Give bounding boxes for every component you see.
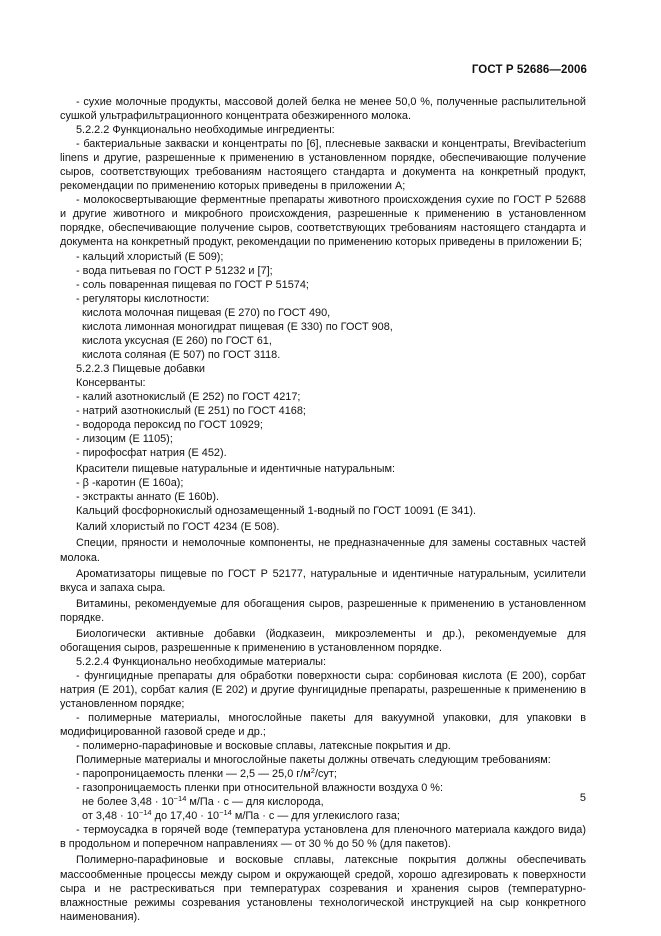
paragraph-coatings: Полимерно-парафиновые и восковые сплавы, латексные покрытия должны обеспечивать массообменные процессы между сыром и окружающей средой, хорошо адгезировать к поверхности сыра и не растрескиваться при температурах созревания и хранения сыров (температурно-влажностные режимы созревания установлены технологической инструкцией на сыр конкретного наименования). [60, 854, 586, 923]
list-item: - вода питьевая по ГОСТ Р 51232 и [7]; [76, 264, 273, 277]
paragraph-vitamins: Витамины, рекомендуемые для обогащения сыров, разрешенные к применению в установленном порядке. [60, 597, 586, 624]
paragraph-polymer-materials: - полимерные материалы, многослойные пакеты для вакуумной упаковки, для упаковки в модифицированной газовой среде и др.; [60, 712, 586, 739]
acid-item: кислота молочная пищевая (Е 270) по ГОСТ 490, [82, 306, 331, 319]
paragraph-dry-milk: - сухие молочные продукты, массовой долей белка не менее 50,0 %, полученные распылительной сушкой ультрафильтрационного концентрата обезжиренного молока. [60, 96, 586, 123]
paragraph-fungicides: - фунгицидные препараты для обработки поверхности сыра: сорбиновая кислота (Е 200), сорбат натрия (Е 201), сорбат калия (Е 202) и другие фунгицидные препараты, разрешенные к применению в установленном порядке; [60, 669, 586, 710]
document-header: ГОСТ Р 52686—2006 [471, 64, 587, 76]
preservatives-heading: Консерванты: [76, 376, 146, 389]
acid-item: кислота уксусная (Е 260) по ГОСТ 61, [82, 334, 272, 347]
paragraph-enzymes: - молокосвертывающие ферментные препараты животного происхождения сухие по ГОСТ Р 52688 и другие животного и микробного происхождения, разрешенные к применению в установленном порядке, обеспечивающие получение сыров, соответствующих требованиям настоящего стандарта и документа на конкретный продукт, рекомендации по применению которых приведены в приложении Б; [60, 194, 586, 249]
dyes-heading: Красители пищевые натуральные и идентичные натуральным: [76, 463, 395, 476]
list-item: - кальций хлористый (Е 509); [76, 250, 224, 263]
co2-limit: от $3,48 \cdot 10^{-14}$ до $17,40 \cdot 10^{-14}$ м/Па · с — для углекислого газа; [82, 808, 400, 823]
paragraph-potassium-chloride: Калий хлористый по ГОСТ 4234 (Е 508). [76, 521, 280, 534]
page-body [60, 95, 586, 924]
paragraph-calcium-phosphate: Кальций фосфорнокислый однозамещенный 1-водный по ГОСТ 10091 (Е 341). [76, 505, 477, 518]
list-item: - пирофосфат натрия (Е 452). [76, 447, 227, 460]
paragraph-heat-shrink: - термоусадка в горячей воде (температура установлена для пленочного материала каждого вида) в продольном и поперечном направлениях — от 30 % до 50 % (для пакетов). [60, 824, 586, 851]
list-item: - соль поваренная пищевая по ГОСТ Р 51574; [76, 278, 309, 291]
requirements-intro: Полимерные материалы и многослойные пакеты должны отвечать следующим требованиям: [76, 754, 551, 767]
list-item: - полимерно-парафиновые и восковые сплавы, латексные покрытия и др. [76, 740, 451, 753]
list-item: - водорода пероксид по ГОСТ 10929; [76, 419, 263, 432]
gas-permeability: - газопроницаемость пленки при относительной влажности воздуха 0 %: [76, 782, 444, 795]
acid-item: кислота соляная (Е 507) по ГОСТ 3118. [82, 348, 281, 361]
list-item: - калий азотнокислый (Е 252) по ГОСТ 4217; [76, 390, 301, 403]
paragraph-spices: Специи, пряности и немолочные компоненты, не предназначенные для замены составных частей молока. [60, 537, 586, 564]
list-item: - регуляторы кислотности: [76, 292, 210, 305]
section-5-2-2-2-heading: 5.2.2.2 Функционально необходимые ингредиенты: [76, 124, 335, 137]
list-item: - лизоцим (Е 1105); [76, 433, 173, 446]
paragraph-flavourings: Ароматизаторы пищевые по ГОСТ Р 52177, натуральные и идентичные натуральным, усилители вкуса и запаха сыра. [60, 567, 586, 594]
vapour-permeability: - паропроницаемость пленки — 2,5 — 25,0 $г/м^2$/сут; [76, 766, 337, 781]
paragraph-bioactive: Биологически активные добавки (йодказеин, микроэлементы и др.), рекомендуемые для обогащения сыров, разрешенные к применению в установленном порядке. [60, 627, 586, 654]
list-item: - экстракты аннато (Е 160b). [76, 491, 220, 504]
section-5-2-2-3-heading: 5.2.2.3 Пищевые добавки [76, 362, 205, 375]
paragraph-starters: - бактериальные закваски и концентраты по [6], плесневые закваски и концентраты, Brevibacterium linens и другие, разрешенные к применению в установленном порядке, обеспечивающие получение сыров, соответствующих требованиям настоящего стандарта и документа на конкретный продукт, рекомендации по применению которых приведены в приложении А; [60, 138, 586, 193]
list-item: - натрий азотнокислый (Е 251) по ГОСТ 4168; [76, 405, 306, 418]
section-5-2-2-4-heading: 5.2.2.4 Функционально необходимые материалы: [76, 655, 327, 668]
oxygen-limit: не более $3,48 \cdot 10^{-14}$ м/Па · с — для кислорода, [82, 794, 324, 809]
page-number: 5 [579, 792, 586, 804]
list-item: - β -каротин (Е 160а); [76, 477, 184, 490]
acid-item: кислота лимонная моногидрат пищевая (Е 330) по ГОСТ 908, [82, 320, 393, 333]
